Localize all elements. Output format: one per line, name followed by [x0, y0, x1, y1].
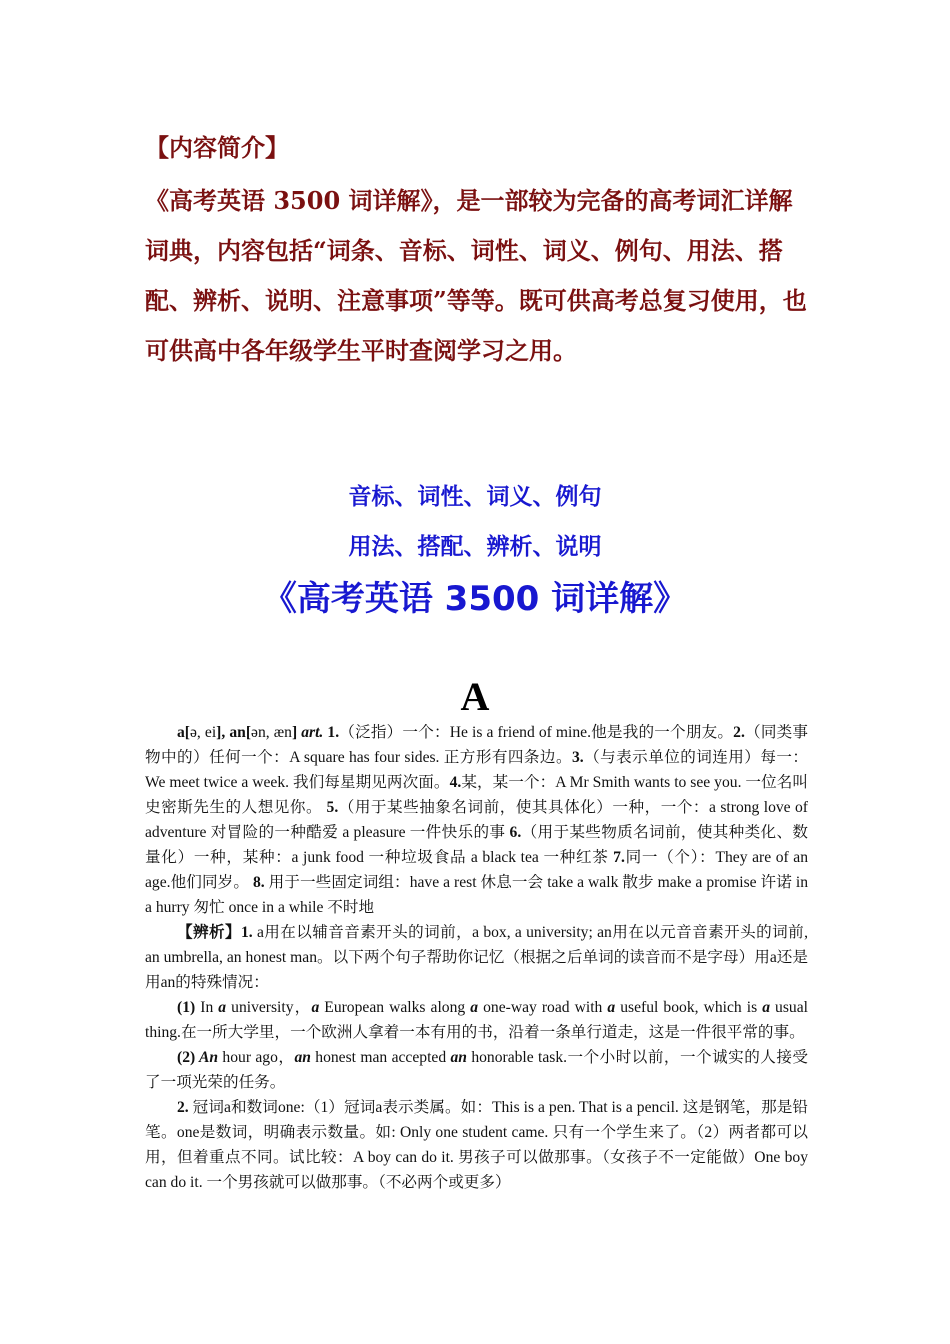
sense-number: 2. — [733, 724, 745, 741]
dictionary-body — [145, 720, 808, 1195]
example-text: honorable task.一个小时以前，一个诚实的人接受了一项光荣的任务。 — [145, 1049, 809, 1091]
emphasized-article: a — [607, 999, 616, 1016]
emphasized-article: an — [294, 1049, 311, 1066]
sense-number: 7. — [613, 849, 625, 866]
example-number: (2) — [177, 1049, 196, 1066]
sense-number: 1. — [323, 724, 340, 741]
analysis-paragraph-1 — [145, 920, 808, 995]
emphasized-article: a — [762, 999, 770, 1016]
example-text: hour ago， — [218, 1049, 295, 1066]
book-title: 《高考英语 3500 词详解》 — [262, 579, 688, 619]
example-2 — [145, 1045, 808, 1095]
example-text: European walks along — [319, 999, 471, 1016]
example-number: (1) — [177, 999, 196, 1016]
emphasized-article: An — [195, 1049, 219, 1066]
bracket-close: ] — [291, 724, 302, 741]
sense-text: 某，某一个：A Mr Smith wants to see you. 一位名叫史密斯先生的人想见你。 — [145, 774, 808, 816]
example-text: In — [195, 999, 219, 1016]
intro-heading: 【内容简介】 — [145, 133, 289, 162]
intro-text: 《高考英语 3500 词详解》，是一部较为完备的高考词汇详解词典，内容包括“词条、音标、词性、词义、例句、用法、搭配、辨析、说明、注意事项”等等。既可供高考总复习使用，也可供高中各年级学生平时查阅学习之用。 — [145, 186, 807, 365]
headword-a: a[ — [177, 724, 190, 741]
analysis-number: 2. — [177, 1099, 189, 1116]
analysis-paragraph-2 — [145, 1095, 808, 1195]
sense-text: 用于一些固定词组：have a rest 休息一会 take a walk 散步 make a promise 许诺 in a hurry 匆忙 once in a while 不时地 — [145, 874, 808, 916]
emphasized-article: a — [218, 999, 227, 1016]
sense-number: 6. — [509, 824, 522, 841]
analysis-text: a用在以辅音音素开头的词前，a box, a university; an用在以元音音素开头的词前, an umbrella, an honest man。以下两个句子帮助你记忆（根据之后单词的读音而不是字母）用a还是用an的特殊情况： — [145, 924, 808, 991]
example-text: useful book, which is — [615, 999, 763, 1016]
sense-number: 8. — [252, 874, 265, 891]
part-of-speech: art. — [301, 724, 324, 741]
analysis-text: 冠词a和数词one:（1）冠词a表示类属。如：This is a pen. That is a pencil. 这是钢笔，那是铅笔。one是数词，明确表示数量。如: Only one student came. 只有一个学生来了。（2）两者都可以用，但着重点不同。试比较：A boy can do it. 男孩子可以做那事。（女孩子不一定能做）One boy can do it. 一个男孩就可以做那事。（不必两个或更多） — [145, 1099, 808, 1191]
example-text: university， — [226, 999, 312, 1016]
sense-text: （与表示单位的词连用）每一：We meet twice a week. 我们每星期见两次面。 — [145, 749, 808, 791]
subtitle-line-2: 用法、搭配、辨析、说明 — [348, 534, 602, 560]
sense-text: （用于某些物质名词前，使其种类化、数量化）一种，某种：a junk food 一种垃圾食品 a black tea 一种红茶 — [145, 824, 808, 866]
example-1 — [145, 995, 808, 1045]
sense-text: 同一（个）：They are of an age.他们同岁。 — [145, 849, 809, 891]
example-text: honest man accepted — [310, 1049, 451, 1066]
sense-number: 3. — [571, 749, 584, 766]
sense-text: （用于某些抽象名词前，使其具体化）一种，一个：a strong love of adventure 对冒险的一种酷爱 a pleasure 一件快乐的事 — [145, 799, 808, 841]
phonetic-a: ə, ei — [190, 724, 217, 741]
analysis-number: 1. — [240, 924, 253, 941]
example-text: one-way road with — [478, 999, 608, 1016]
analysis-label: 【辨析】 — [177, 924, 241, 941]
subtitle-line-1: 音标、词性、词义、例句 — [348, 484, 602, 510]
headword-an: an[ — [229, 724, 252, 741]
phonetic-an: ən, æn — [251, 724, 292, 741]
sense-text: （同类事物中的）任何一个：A square has four sides. 正方形有四条边。 — [145, 724, 808, 766]
entry-a — [145, 720, 808, 920]
sense-text: （泛指）一个：He is a friend of mine.他是我的一个朋友。 — [339, 724, 734, 741]
emphasized-article: an — [450, 1049, 467, 1066]
sense-number: 5. — [326, 799, 339, 816]
example-text: usual thing.在一所大学里，一个欧洲人拿着一本有用的书，沿着一条单行道走，这是一件很平常的事。 — [145, 999, 808, 1041]
emphasized-article: a — [311, 999, 320, 1016]
bracket-close: ], — [216, 724, 230, 741]
emphasized-article: a — [470, 999, 479, 1016]
section-letter: A — [460, 674, 490, 719]
sense-number: 4. — [449, 774, 462, 791]
